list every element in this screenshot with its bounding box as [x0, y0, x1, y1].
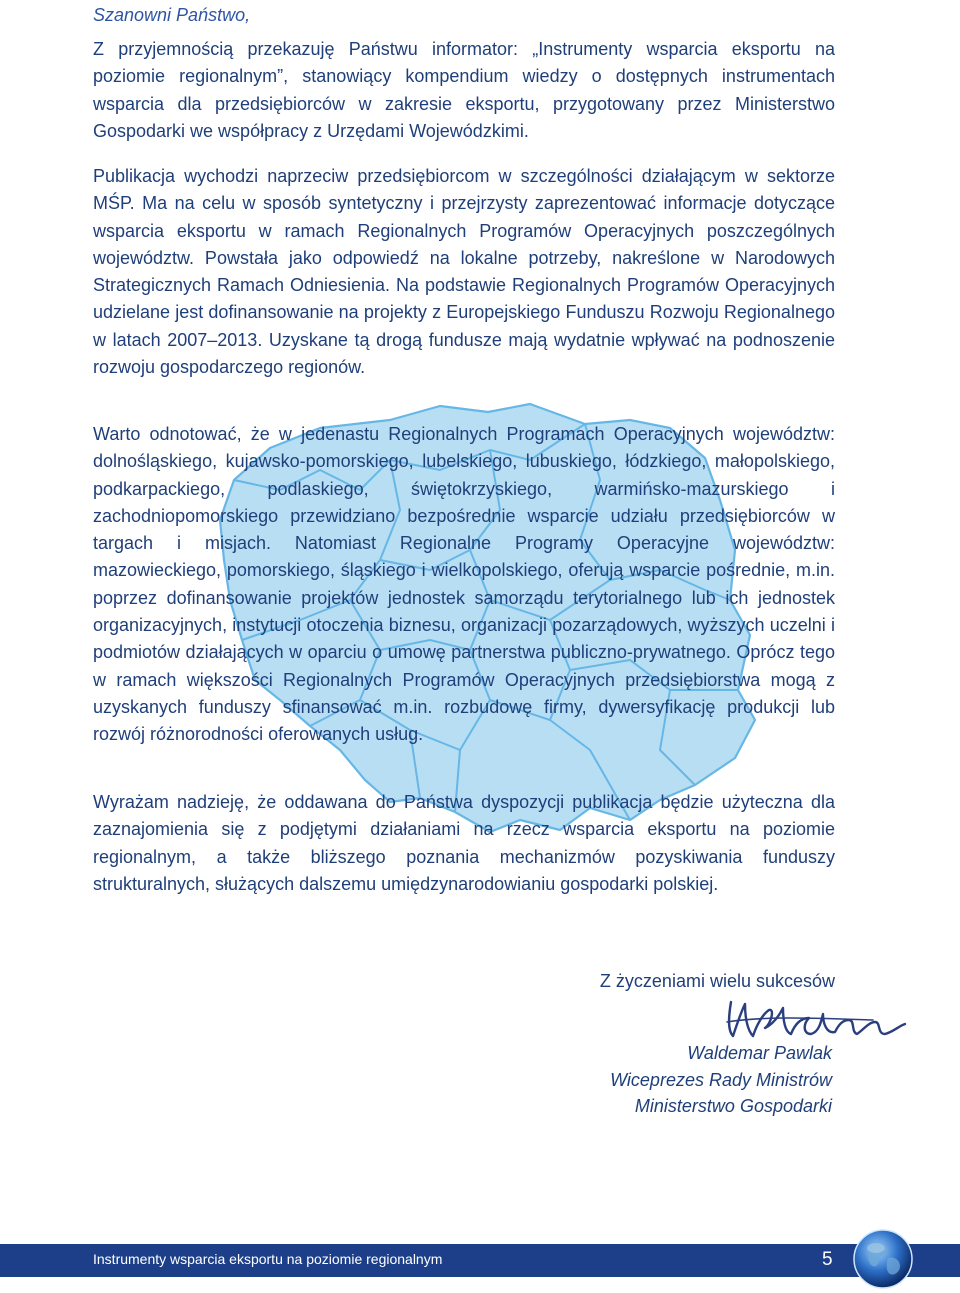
paragraph-2: Publikacja wychodzi naprzeciw przedsiębiorcom w szczególności działającym w sektorze MŚP. Ma na celu w sposób syntetyczny i przejrzysty zaprezentować informacje dotyczące wsparcia eksportu w ramach Regionalnych Programów Operacyjnych poszczególnych województw. Powstała jako odpowiedź na lokalne potrzeby, nakreślone w Narodowych Strategicznych Ramach Odniesienia. Na podstawie Regionalnych Programów Operacyjnych udzielane jest dofinansowanie na projekty z Europejskiego Funduszu Rozwoju Regionalnego w latach 2007–2013. Uzyskane tą drogą fundusze mają wydatnie wpływać na podnoszenie rozwoju gospodarczego regionów. [93, 166, 835, 378]
signature-block [610, 1040, 832, 1120]
footer-title: Instrumenty wsparcia eksportu na poziomie regionalnym [93, 1251, 443, 1267]
signatory-name: Waldemar Pawlak [687, 1043, 832, 1063]
footer-bar [0, 1244, 960, 1277]
paragraph-1: Z przyjemnością przekazuję Państwu informator: „Instrumenty wsparcia eksportu na poziomie regionalnym”, stanowiący kompendium wiedzy o dostępnych instrumentach wsparcia dla przedsiębiorców w zakresie eksportu, przygotowany przez Ministerstwo Gospodarki we współpracy z Urzędami Wojewódzkimi. [93, 39, 835, 141]
globe-icon [852, 1228, 914, 1290]
paragraph-4: Wyrażam nadzieję, że oddawana do Państwa dyspozycji publikacja będzie użyteczna dla zaznajomienia się z podjętymi działaniami na rzecz wsparcia eksportu na poziomie regionalnym, a także bliższego poznania mechanizmów pozyskiwania funduszy strukturalnych, służących dalszemu umiędzynarodowianiu gospodarki polskiej. [93, 792, 835, 894]
closing: Z życzeniami wielu sukcesów [599, 971, 835, 991]
signatory-title: Wiceprezes Rady Ministrów [610, 1069, 832, 1090]
signatory-organization: Ministerstwo Gospodarki [634, 1096, 832, 1116]
handwritten-signature [723, 994, 913, 1044]
page-number: 5 [822, 1249, 833, 1270]
paragraph-3: Warto odnotować, że w jedenastu Regionalnych Programach Operacyjnych województw: dolnośląskiego, kujawsko-pomorskiego, lubelskiego, lubuskiego, łódzkiego, małopolskiego, podkarpackiego, podlaskiego, świętokrzyskiego, warmińsko-mazurskiego i zachodniopomorskiego przewidziano bezpośrednie wsparcie udziału przedsiębiorców w targach i misjach. Natomiast Regionalne Programy Operacyjne województw: mazowieckiego, pomorskiego, śląskiego i wielkopolskiego, oferują wsparcie pośrednie, m.in. poprzez dofinansowanie projektów jednostek samorządu terytorialnego lub ich jednostek organizacyjnych, instytucji otoczenia biznesu, organizacji pozarządowych, wyższych uczelni i podmiotów działających w oparciu o umowę partnerstwa publiczno-prywatnego. Oprócz tego w ramach większości Regionalnych Programów Operacyjnych przedsiębiorstwa mogą z uzyskanych funduszy sfinansować m.in. rozbudowę firmy, dywersyfikację produkcji lub rozwój różnorodności oferowanych usług. [93, 424, 835, 745]
greeting: Szanowni Państwo, [93, 5, 251, 25]
